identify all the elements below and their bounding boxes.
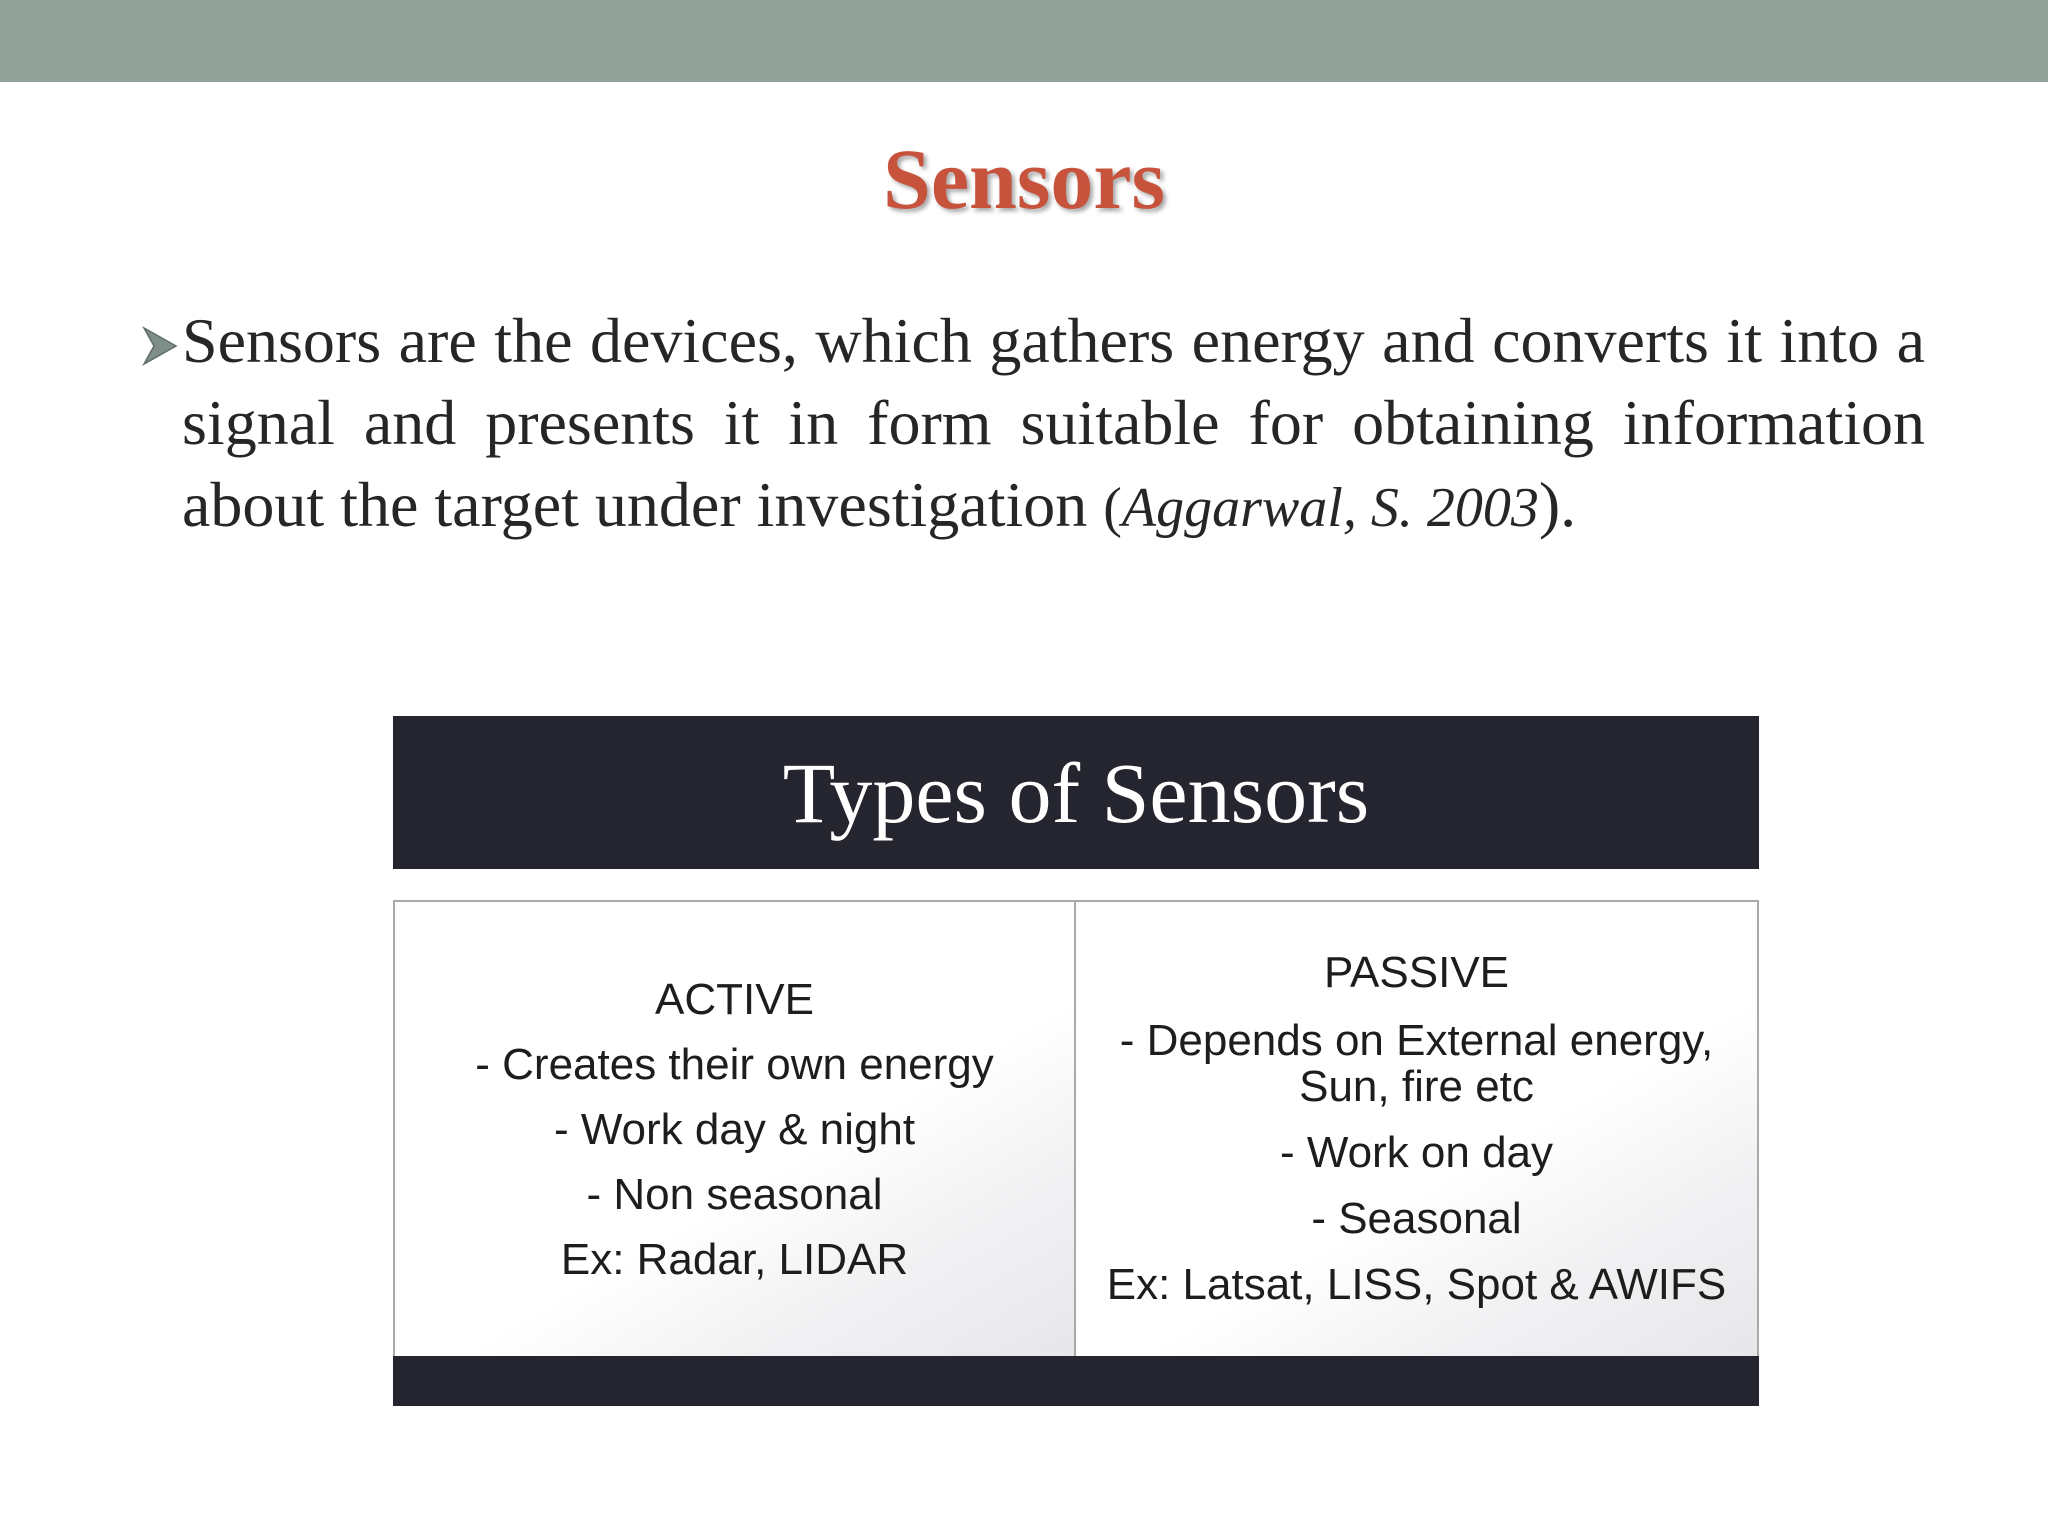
passive-example: Ex: Latsat, LISS, Spot & AWIFS	[1106, 1260, 1727, 1309]
active-point: - Non seasonal	[586, 1169, 883, 1219]
types-table-footer-band	[393, 1356, 1759, 1406]
types-of-sensors-header	[393, 716, 1759, 869]
active-point: - Work day & night	[553, 1104, 916, 1154]
active-heading: ACTIVE	[655, 974, 814, 1024]
bullet-paragraph	[140, 300, 1925, 549]
active-point: - Creates their own energy	[475, 1039, 994, 1089]
passive-point: - Work on day	[1279, 1128, 1554, 1177]
slide-title: Sensors	[883, 131, 1165, 227]
bullet-text: Sensors are the devices, which gathers energy and converts it into a signal and presents it in form suitable for obtaining information about the target under investigation	[182, 305, 1925, 540]
sensor-types-table	[393, 900, 1759, 1356]
arrowhead-bullet-icon	[140, 324, 180, 368]
passive-sensor-cell	[1076, 902, 1757, 1356]
bullet-text-body	[182, 300, 1925, 549]
citation-open-paren: (	[1103, 477, 1122, 539]
passive-heading: PASSIVE	[1323, 948, 1510, 997]
passive-point: - Seasonal	[1311, 1194, 1522, 1243]
active-sensor-cell	[395, 902, 1076, 1356]
citation-close-paren: ).	[1538, 469, 1577, 540]
active-example: Ex: Radar, LIDAR	[560, 1234, 909, 1284]
types-header-title: Types of Sensors	[782, 744, 1370, 841]
top-decorative-band	[0, 0, 2048, 82]
passive-point: - Depends on External energy, Sun, fire etc	[1119, 1016, 1714, 1111]
citation: Aggarwal, S. 2003	[1121, 477, 1539, 539]
